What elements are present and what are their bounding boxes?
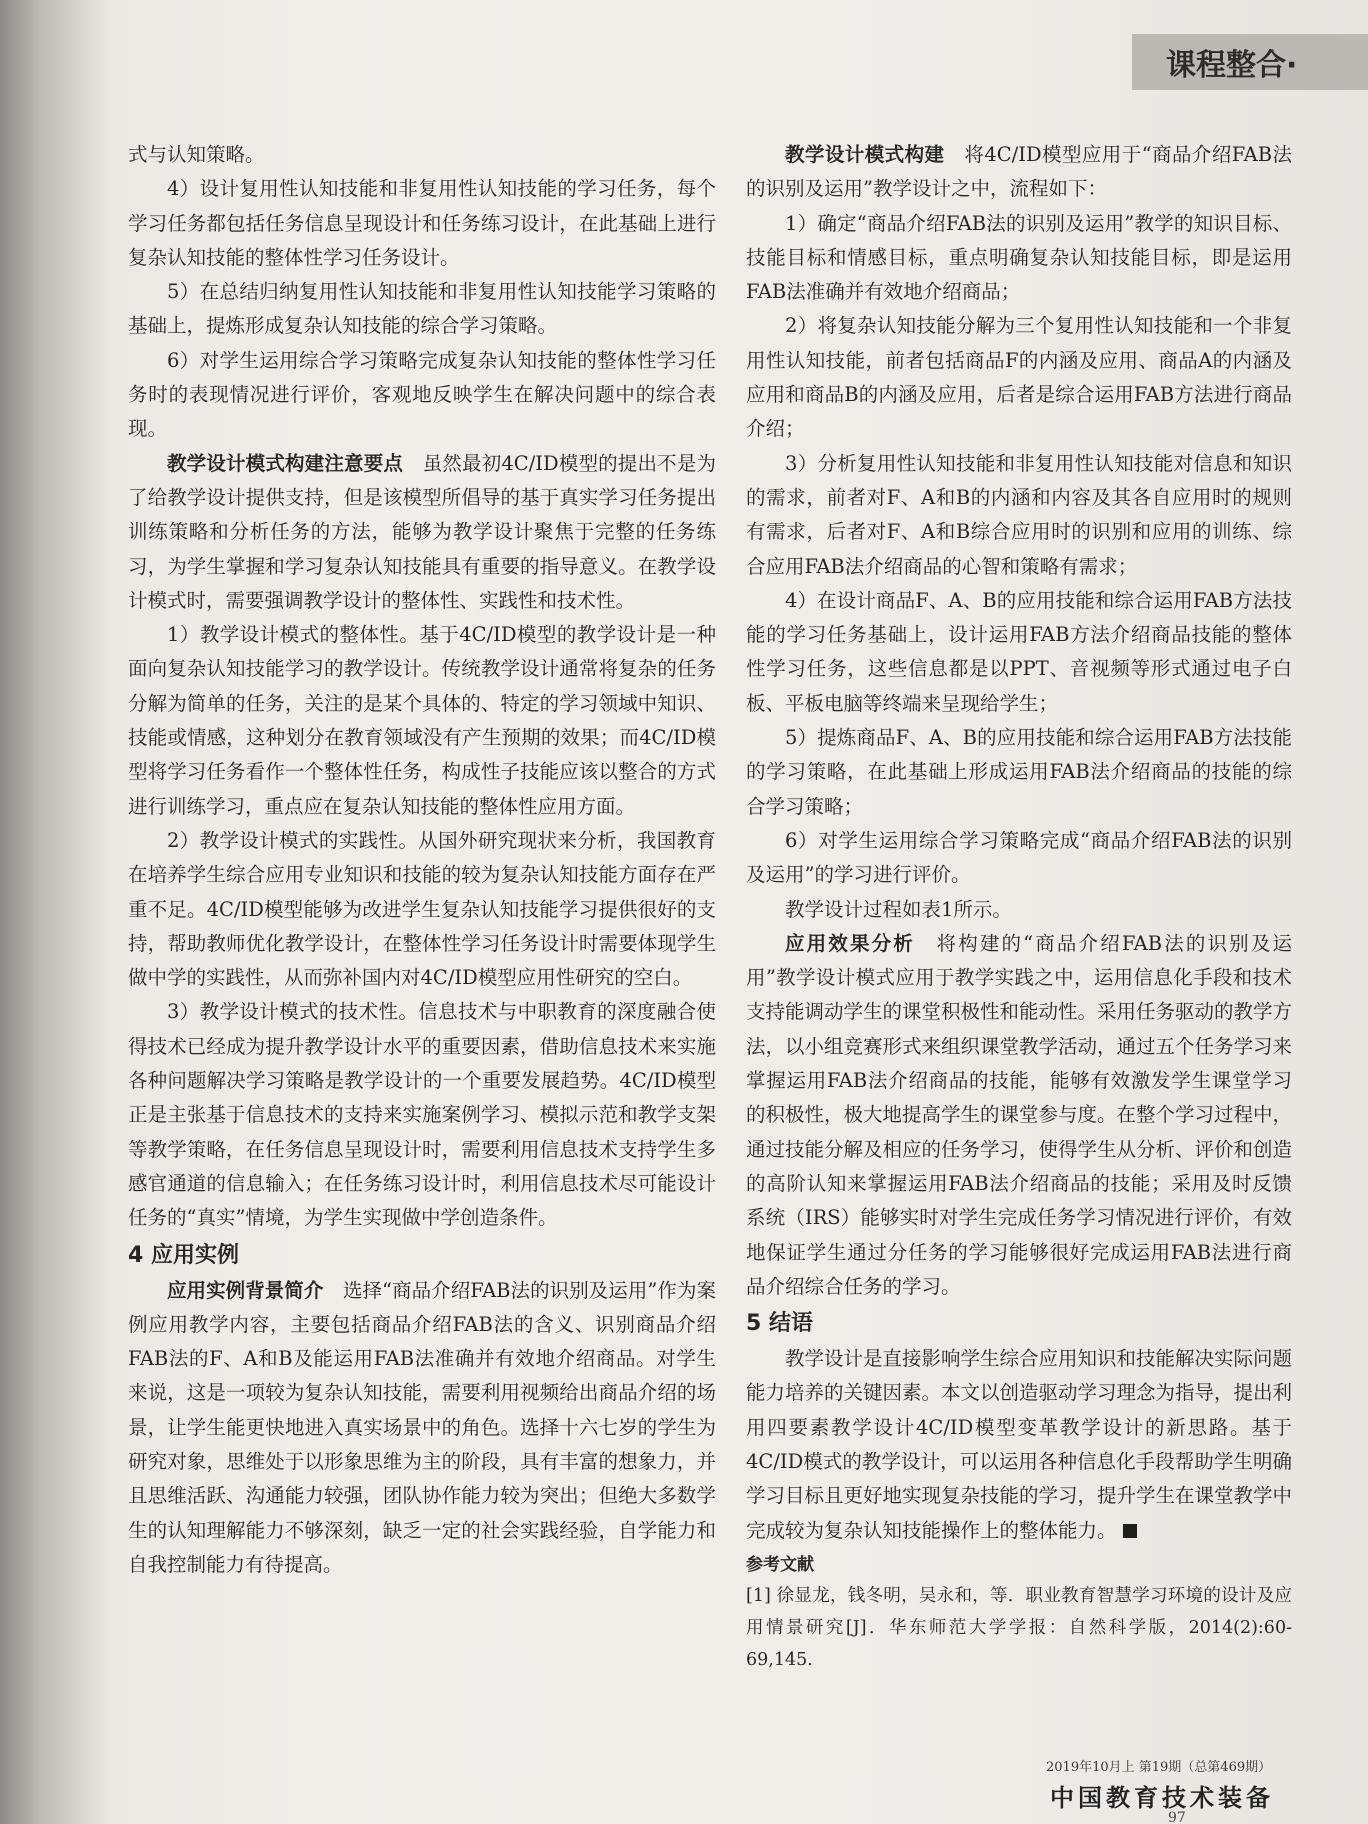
paragraph-body: 虽然最初4C/ID模型的提出不是为了给教学设计提供支持，但是该模型所倡导的基于真实学习任务提出训练策略和分析任务的方法，能够为教学设计聚焦于完整的任务练习，为学生掌握和学习复杂认知技能具有重要的指导意义。在教学设计模式时，需要强调教学设计的整体性、实践性和技术性。	[128, 451, 716, 612]
paragraph: 5）提炼商品F、A、B的应用技能和综合运用FAB方法技能的学习策略，在此基础上形成运用FAB法介绍商品的技能的综合学习策略；	[746, 726, 1292, 818]
paragraph: 5）在总结归纳复用性认知技能和非复用性认知技能学习策略的基础上，提炼形成复杂认知技能的综合学习策略。	[128, 280, 716, 338]
run-in-heading: 应用实例背景简介	[167, 1278, 324, 1302]
left-column	[128, 138, 716, 1582]
paragraph: 2）将复杂认知技能分解为三个复用性认知技能和一个非复用性认知技能，前者包括商品F的内涵及应用、商品A的内涵及应用和商品B的内涵及应用，后者是综合运用FAB方法进行商品介绍；	[746, 314, 1292, 441]
section-tab: 课程整合·	[1132, 34, 1368, 90]
paragraph: 教学设计过程如表1所示。	[785, 897, 1012, 921]
run-in-heading: 教学设计模式构建注意要点	[167, 451, 404, 475]
paragraph-body: 将构建的“商品介绍FAB法的识别及运用”教学设计模式应用于教学实践之中，运用信息化手段和技术支持能调动学生的课堂积极性和能动性。采用任务驱动的教学方法，以小组竞赛形式来组织课堂教学活动，通过五个任务学习来掌握运用FAB法介绍商品的技能，能够有效激发学生课堂学习的积极性，极大地提高学生的课堂参与度。在整个学习过程中，通过技能分解及相应的任务学习，使得学生从分析、评价和创造的高阶认知来掌握运用FAB法介绍商品的技能；采用及时反馈系统（IRS）能够实时对学生完成任务学习情况进行评价，有效地保证学生通过分任务的学习能够很好完成运用FAB法进行商品介绍综合任务的学习。	[746, 931, 1293, 1298]
paragraph	[128, 1274, 716, 1583]
reference-item: [1] 徐显龙，钱冬明，吴永和，等．职业教育智慧学习环境的设计及应用情景研究[J]．华东师范大学学报：自然科学版，2014(2):60-69,145.	[746, 1585, 1292, 1670]
issue-info: 2019年10月上 第19期（总第469期）	[1046, 1760, 1272, 1775]
paragraph	[746, 138, 1292, 207]
run-in-heading: 教学设计模式构建	[785, 143, 945, 166]
paragraph-body: 选择“商品介绍FAB法的识别及运用”作为案例应用教学内容，主要包括商品介绍FAB法的含义、识别商品介绍FAB法的F、A和B及能运用FAB法准确并有效地介绍商品。对学生来说，这是一项较为复杂认知技能，需要利用视频给出商品介绍的场景，让学生能更快地进入真实场景中的角色。选择十六七岁的学生为研究对象，思维处于以形象思维为主的阶段，具有丰富的想象力，并且思维活跃、沟通能力较强，团队协作能力较为突出；但绝大多数学生的认知理解能力不够深刻，缺乏一定的社会实践经验，自学能力和自我控制能力有待提高。	[128, 1278, 716, 1576]
references-heading: 参考文献	[746, 1554, 814, 1575]
end-of-article-mark	[1123, 1524, 1137, 1538]
run-in-heading: 应用效果分析	[785, 931, 915, 955]
paragraph-body: 将4C/ID模型应用于“商品介绍FAB法的识别及运用”教学设计之中，流程如下：	[746, 143, 1292, 201]
paragraph	[746, 927, 1292, 1304]
paragraph: 1）教学设计模式的整体性。基于4C/ID模型的教学设计是一种面向复杂认知技能学习的教学设计。传统教学设计通常将复杂的任务分解为简单的任务，关注的是某个具体的、特定的学习领域中知识、技能或情感，这种划分在教育领域没有产生预期的效果；而4C/ID模型将学习任务看作一个整体性任务，构成性子技能应该以整合的方式进行训练学习，重点应在复杂认知技能的整体性应用方面。	[128, 623, 716, 818]
paragraph: 4）设计复用性认知技能和非复用性认知技能的学习任务，每个学习任务都包括任务信息呈现设计和任务练习设计，在此基础上进行复杂认知技能的整体性学习任务设计。	[128, 177, 716, 269]
right-column	[746, 138, 1292, 1676]
paragraph: 2）教学设计模式的实践性。从国外研究现状来分析，我国教育在培养学生综合应用专业知识和技能的较为复杂认知技能方面存在严重不足。4C/ID模型能够为改进学生复杂认知技能学习提供很好的支持，帮助教师优化教学设计，在整体性学习任务设计时需要体现学生做中学的实践性，从而弥补国内对4C/ID模型应用性研究的空白。	[128, 828, 716, 990]
paragraph: 6）对学生运用综合学习策略完成“商品介绍FAB法的识别及运用”的学习进行评价。	[746, 828, 1292, 887]
paragraph: 4）在设计商品F、A、B的应用技能和综合运用FAB方法技能的学习任务基础上，设计运用FAB方法介绍商品技能的整体性学习任务，这些信息都是以PPT、音视频等形式通过电子白板、平板电脑等终端来呈现给学生；	[746, 588, 1292, 715]
magazine-name: 中国教育技术装备	[1050, 1783, 1274, 1812]
paragraph-body: 教学设计是直接影响学生综合应用知识和技能解决实际问题能力培养的关键因素。本文以创造驱动学习理念为指导，提出利用四要素教学设计4C/ID模型变革教学设计的新思路。基于4C/ID模式的教学设计，可以运用各种信息化手段帮助学生明确学习目标且更好地实现复杂技能的学习，提升学生在课堂教学中完成较为复杂认知技能操作上的整体能力。	[746, 1347, 1293, 1542]
paragraph	[128, 447, 716, 618]
section-heading: 4 应用实例	[128, 1242, 239, 1268]
paragraph: 式与认知策略。	[128, 143, 265, 166]
paragraph: 3）教学设计模式的技术性。信息技术与中职教育的深度融合使得技术已经成为提升教学设计水平的重要因素，借助信息技术来实施各种问题解决学习策略是教学设计的一个重要发展趋势。4C/ID模型正是主张基于信息技术的支持来实施案例学习、模拟示范和教学支架等教学策略，在任务信息呈现设计时，需要利用信息技术支持学生多感官通道的信息输入；在任务练习设计时，利用信息技术尽可能设计任务的“真实”情境，为学生实现做中学创造条件。	[128, 1000, 716, 1230]
page-number: 97	[1168, 1810, 1186, 1824]
paragraph: 6）对学生运用综合学习策略完成复杂认知技能的整体性学习任务时的表现情况进行评价，客观地反映学生在解决问题中的综合表现。	[128, 348, 716, 441]
section-heading: 5 结语	[746, 1311, 813, 1337]
paragraph: 1）确定“商品介绍FAB法的识别及运用”教学的知识目标、技能目标和情感目标，重点明确复杂认知技能目标，即是运用FAB法准确并有效地介绍商品；	[746, 211, 1292, 304]
paragraph: 3）分析复用性认知技能和非复用性认知技能对信息和知识的需求，前者对F、A和B的内涵和内容及其各自应用时的规则有需求，后者对F、A和B综合应用时的识别和应用的训练、综合应用FAB法介绍商品的心智和策略有需求；	[746, 451, 1292, 578]
paragraph	[746, 1342, 1292, 1548]
